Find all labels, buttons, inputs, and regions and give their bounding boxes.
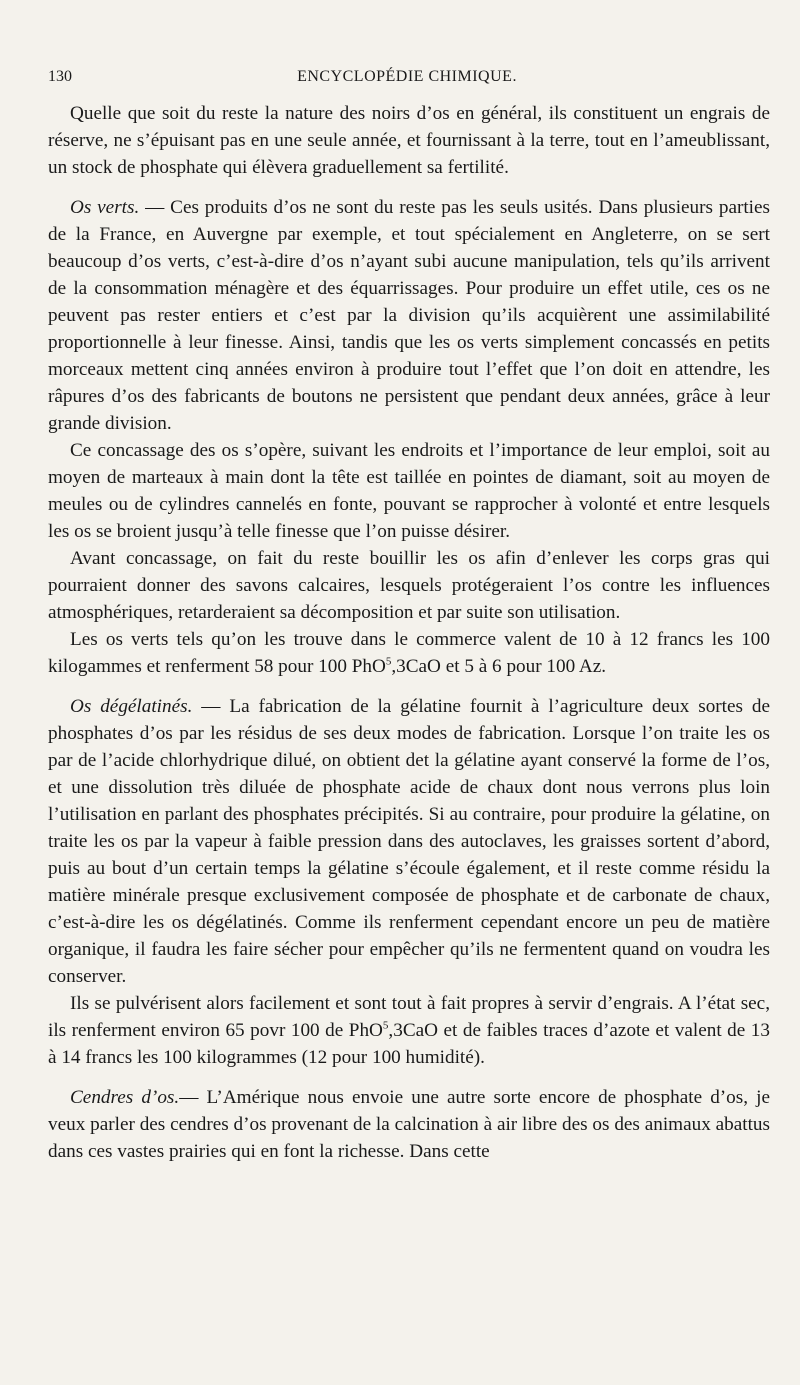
paragraph-pulverisation — [48, 990, 770, 1071]
running-title: ENCYCLOPÉDIE CHIMIQUE. — [297, 68, 517, 85]
page-number: 130 — [48, 68, 72, 85]
paragraph-text: ,3CaO et de faibles traces d’azote et valent de 13 à 14 francs les 100 kilogrammes (12 pour 100 humidité). — [48, 1020, 770, 1068]
paragraph-text: Quelle que soit du reste la nature des noirs d’os en général, ils constituent un engrais de réserve, ne s’épuisant pas en une seule année, et fournissant à la terre, tout en l’ameublissant, un stock de phosphate qui élèvera graduellement sa fertilité. — [48, 103, 770, 178]
paragraph-text: Avant concassage, on fait du reste bouillir les os afin d’enlever les corps gras qui pourraient donner des savons calcaires, lesquels protégeraient l’os contre les influences atmosphériques, retarderaient sa décomposition et par suite son utilisation. — [48, 548, 770, 623]
paragraph-text: Ils se pulvérisent alors facilement et sont tout à fait propres à servir d’engrais. A l’état sec, ils renferment environ 65 povr 100 de PhO — [48, 993, 770, 1041]
paragraph-prix-os-verts — [48, 626, 770, 680]
paragraph-text: ,3CaO et 5 à 6 pour 100 Az. — [391, 656, 607, 677]
section-heading-os-degelatines: Os dégélatinés. — [70, 696, 193, 717]
paragraph-text: — La fabrication de la gélatine fournit à l’agriculture deux sortes de phosphates d’os par les résidus de ses deux modes de fabrication. Lorsque l’on traite les os par de l’acide chlorhydrique dilué, on obtient det la gélatine ayant conservé la forme de l’os, et une dissolution très diluée de phosphate acide de chaux dont nous verrons plus loin l’utilisation en parlant des phosphates précipités. Si au contraire, pour produire la gélatine, on traite les os par la vapeur à faible pression dans des autoclaves, les graisses sortent d’abord, puis au bout d’un certain temps la gélatine s’écoule également, et il reste comme résidu la matière minérale presque exclusivement composée de phosphate et de carbonate de chaux, c’est-à-dire les os dégélatinés. Comme ils renferment cependant encore un peu de matière organique, il faudra les faire sécher pour empêcher qu’ils ne fermentent quand on voudra les conserver. — [48, 696, 770, 987]
paragraph-general — [48, 100, 770, 181]
paragraph-avant-concassage — [48, 545, 770, 626]
section-heading-cendres-os: Cendres d’os. — [70, 1087, 180, 1108]
paragraph-os-degelatines — [48, 693, 770, 990]
paragraph-text: — L’Amérique nous envoie une autre sorte encore de phosphate d’os, je veux parler des cendres d’os provenant de la calcination à air libre des os des animaux abattus dans ces vastes prairies qui en font la richesse. Dans cette — [48, 1087, 770, 1162]
paragraph-text: — Ces produits d’os ne sont du reste pas les seuls usités. Dans plusieurs parties de la France, en Auvergne par exemple, et tout spécialement en Angleterre, on se sert beaucoup d’os verts, c’est-à-dire d’os n’ayant subi aucune manipulation, tels qu’ils arrivent de la consommation ménagère et des équarrissages. Pour produire un effet utile, ces os ne peuvent pas rester entiers et c’est par la division qu’ils acquièrent une assimilabilité proportionnelle à leur finesse. Ainsi, tandis que les os verts simplement concassés en petits morceaux mettent cinq années environ à produire tout l’effet que l’on doit en attendre, les râpures d’os des fabricants de boutons ne persistent que pendant deux années, grâce à leur grande division. — [48, 197, 770, 434]
page-header — [48, 68, 766, 90]
body-text — [48, 100, 770, 1165]
paragraph-text: Ce concassage des os s’opère, suivant les endroits et l’importance de leur emploi, soit au moyen de marteaux à main dont la tête est taillée en pointes de diamant, soit au moyen de meules ou de cylindres cannelés en fonte, pouvant se rapprocher à volonté et entre lesquels les os se broient jusqu’à telle finesse que l’on puisse désirer. — [48, 440, 770, 542]
superscript: 5 — [385, 655, 392, 668]
paragraph-os-verts — [48, 194, 770, 437]
paragraph-text: Les os verts tels qu’on les trouve dans le commerce valent de 10 à 12 francs les 100 kilogammes et renferment 58 pour 100 PhO — [48, 629, 770, 677]
paragraph-cendres-os — [48, 1084, 770, 1165]
superscript: 5 — [382, 1019, 389, 1032]
paragraph-concassage — [48, 437, 770, 545]
section-heading-os-verts: Os verts. — [70, 197, 140, 218]
